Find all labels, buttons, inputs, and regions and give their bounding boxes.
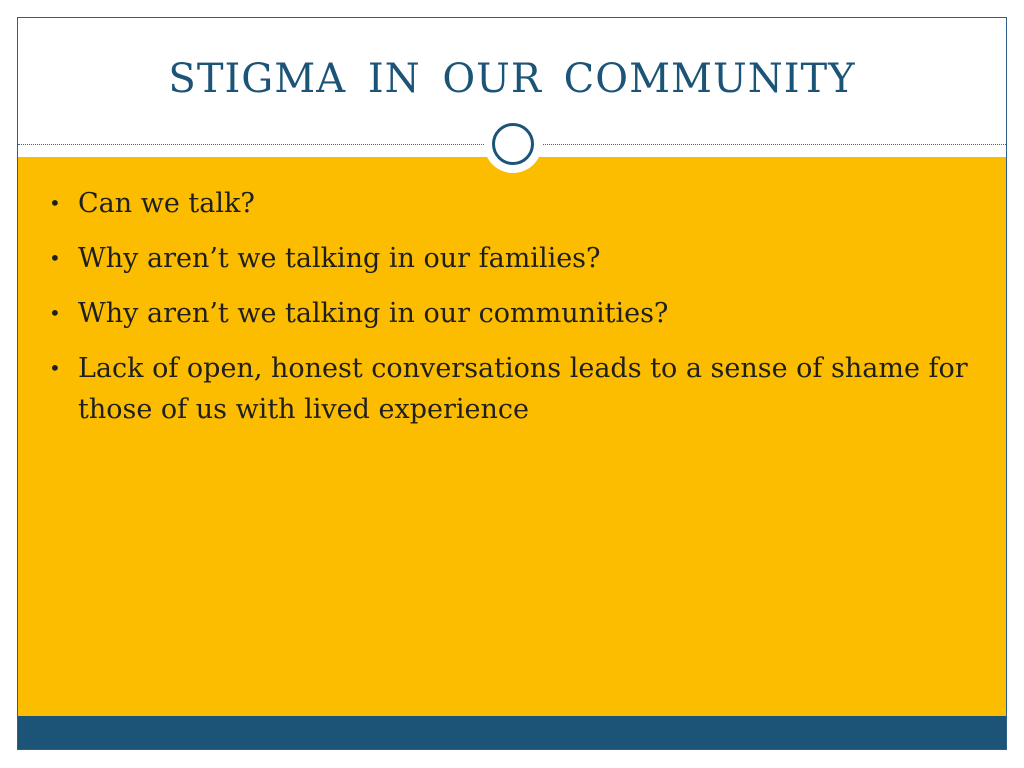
bullet-item [48,293,968,334]
bullet-text: Why aren’t we talking in our communities? [78,298,669,329]
bullet-text: Lack of open, honest conversations leads to a sense of shame for those of us with lived experience [78,353,968,425]
bullet-dot-icon: • [49,191,61,215]
bullet-text: Can we talk? [78,188,255,219]
bullet-dot-icon: • [49,301,61,325]
content-panel [18,157,1006,716]
bullet-item [48,238,968,279]
bullet-dot-icon: • [49,246,61,270]
bullet-text: Why aren’t we talking in our families? [78,243,601,274]
bullet-item [48,183,968,224]
bullet-dot-icon: • [49,356,61,380]
slide [17,17,1007,750]
footer-bar [18,716,1006,749]
bullet-item [48,348,968,430]
slide-title: STIGMA IN OUR COMMUNITY [168,56,856,102]
bullet-list [48,183,968,444]
ornament-ring [492,123,534,165]
circle-ring-icon [484,115,542,173]
